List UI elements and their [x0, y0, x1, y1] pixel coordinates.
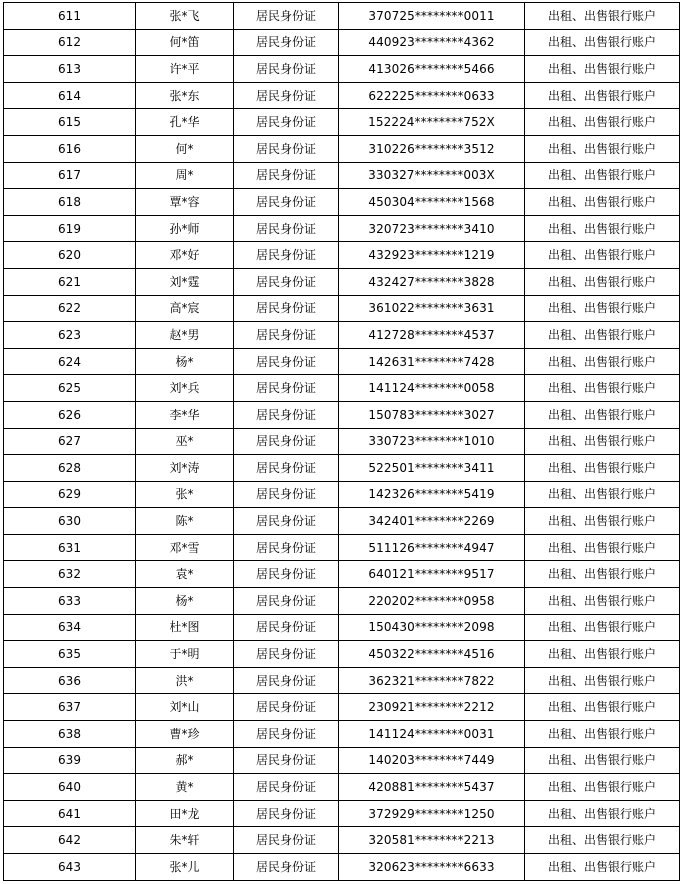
name-cell: 杜*图 [136, 614, 234, 641]
serial-number-cell: 643 [4, 854, 136, 881]
table-row [4, 774, 680, 801]
reason-cell: 出租、出售银行账户 [525, 774, 680, 801]
document-type-cell: 居民身份证 [234, 534, 339, 561]
document-type-cell: 居民身份证 [234, 774, 339, 801]
serial-number-cell: 623 [4, 322, 136, 349]
id-number-cell: 140203********7449 [339, 747, 525, 774]
document-type-cell: 居民身份证 [234, 268, 339, 295]
serial-number-cell: 633 [4, 588, 136, 615]
document-type-cell: 居民身份证 [234, 827, 339, 854]
table-row [4, 189, 680, 216]
id-number-cell: 413026********5466 [339, 56, 525, 83]
reason-cell: 出租、出售银行账户 [525, 854, 680, 881]
table-row [4, 721, 680, 748]
name-cell: 曹*珍 [136, 721, 234, 748]
document-type-cell: 居民身份证 [234, 82, 339, 109]
id-number-cell: 330723********1010 [339, 428, 525, 455]
name-cell: 何*笛 [136, 29, 234, 56]
name-cell: 刘*兵 [136, 375, 234, 402]
id-number-cell: 432923********1219 [339, 242, 525, 269]
name-cell: 杨* [136, 588, 234, 615]
document-type-cell: 居民身份证 [234, 747, 339, 774]
table-row [4, 162, 680, 189]
document-type-cell: 居民身份证 [234, 295, 339, 322]
table-row [4, 800, 680, 827]
reason-cell: 出租、出售银行账户 [525, 588, 680, 615]
table-row [4, 135, 680, 162]
name-cell: 何* [136, 135, 234, 162]
id-number-cell: 310226********3512 [339, 135, 525, 162]
table-row [4, 56, 680, 83]
document-type-cell: 居民身份证 [234, 428, 339, 455]
serial-number-cell: 622 [4, 295, 136, 322]
table-row [4, 667, 680, 694]
name-cell: 邓*好 [136, 242, 234, 269]
name-cell: 田*龙 [136, 800, 234, 827]
name-cell: 郝* [136, 747, 234, 774]
serial-number-cell: 612 [4, 29, 136, 56]
reason-cell: 出租、出售银行账户 [525, 614, 680, 641]
id-number-cell: 150430********2098 [339, 614, 525, 641]
document-type-cell: 居民身份证 [234, 3, 339, 30]
serial-number-cell: 615 [4, 109, 136, 136]
document-type-cell: 居民身份证 [234, 29, 339, 56]
table-row [4, 641, 680, 668]
id-number-cell: 370725********0011 [339, 3, 525, 30]
table-row [4, 428, 680, 455]
name-cell: 高*宸 [136, 295, 234, 322]
id-number-cell: 142326********5419 [339, 481, 525, 508]
document-type-cell: 居民身份证 [234, 109, 339, 136]
table-row [4, 109, 680, 136]
reason-cell: 出租、出售银行账户 [525, 29, 680, 56]
reason-cell: 出租、出售银行账户 [525, 375, 680, 402]
table-row [4, 534, 680, 561]
id-number-cell: 372929********1250 [339, 800, 525, 827]
table-row [4, 268, 680, 295]
document-type-cell: 居民身份证 [234, 508, 339, 535]
reason-cell: 出租、出售银行账户 [525, 215, 680, 242]
serial-number-cell: 641 [4, 800, 136, 827]
serial-number-cell: 618 [4, 189, 136, 216]
serial-number-cell: 637 [4, 694, 136, 721]
id-number-cell: 320623********6633 [339, 854, 525, 881]
name-cell: 赵*男 [136, 322, 234, 349]
name-cell: 孙*师 [136, 215, 234, 242]
reason-cell: 出租、出售银行账户 [525, 827, 680, 854]
id-number-cell: 450322********4516 [339, 641, 525, 668]
name-cell: 张*儿 [136, 854, 234, 881]
id-number-cell: 522501********3411 [339, 455, 525, 482]
reason-cell: 出租、出售银行账户 [525, 747, 680, 774]
name-cell: 覃*容 [136, 189, 234, 216]
document-type-cell: 居民身份证 [234, 189, 339, 216]
document-type-cell: 居民身份证 [234, 641, 339, 668]
serial-number-cell: 629 [4, 481, 136, 508]
name-cell: 张* [136, 481, 234, 508]
reason-cell: 出租、出售银行账户 [525, 508, 680, 535]
table-row [4, 561, 680, 588]
document-type-cell: 居民身份证 [234, 694, 339, 721]
table-row [4, 827, 680, 854]
name-cell: 刘*涛 [136, 455, 234, 482]
reason-cell: 出租、出售银行账户 [525, 56, 680, 83]
document-type-cell: 居民身份证 [234, 375, 339, 402]
serial-number-cell: 611 [4, 3, 136, 30]
name-cell: 巫* [136, 428, 234, 455]
document-type-cell: 居民身份证 [234, 588, 339, 615]
document-type-cell: 居民身份证 [234, 162, 339, 189]
reason-cell: 出租、出售银行账户 [525, 455, 680, 482]
table-row [4, 508, 680, 535]
serial-number-cell: 640 [4, 774, 136, 801]
reason-cell: 出租、出售银行账户 [525, 268, 680, 295]
name-cell: 张*东 [136, 82, 234, 109]
id-number-cell: 412728********4537 [339, 322, 525, 349]
table-row [4, 375, 680, 402]
serial-number-cell: 635 [4, 641, 136, 668]
table-row [4, 29, 680, 56]
id-number-cell: 450304********1568 [339, 189, 525, 216]
serial-number-cell: 621 [4, 268, 136, 295]
serial-number-cell: 614 [4, 82, 136, 109]
records-table-body [4, 3, 680, 881]
reason-cell: 出租、出售银行账户 [525, 322, 680, 349]
name-cell: 刘*霆 [136, 268, 234, 295]
serial-number-cell: 617 [4, 162, 136, 189]
records-table [3, 2, 680, 881]
reason-cell: 出租、出售银行账户 [525, 295, 680, 322]
document-type-cell: 居民身份证 [234, 561, 339, 588]
document-type-cell: 居民身份证 [234, 242, 339, 269]
serial-number-cell: 625 [4, 375, 136, 402]
name-cell: 孔*华 [136, 109, 234, 136]
document-type-cell: 居民身份证 [234, 854, 339, 881]
serial-number-cell: 619 [4, 215, 136, 242]
table-row [4, 694, 680, 721]
id-number-cell: 220202********0958 [339, 588, 525, 615]
name-cell: 邓*雪 [136, 534, 234, 561]
id-number-cell: 152224********752X [339, 109, 525, 136]
serial-number-cell: 620 [4, 242, 136, 269]
serial-number-cell: 632 [4, 561, 136, 588]
reason-cell: 出租、出售银行账户 [525, 162, 680, 189]
document-type-cell: 居民身份证 [234, 667, 339, 694]
document-type-cell: 居民身份证 [234, 135, 339, 162]
id-number-cell: 362321********7822 [339, 667, 525, 694]
reason-cell: 出租、出售银行账户 [525, 721, 680, 748]
reason-cell: 出租、出售银行账户 [525, 3, 680, 30]
id-number-cell: 142631********7428 [339, 348, 525, 375]
id-number-cell: 361022********3631 [339, 295, 525, 322]
serial-number-cell: 626 [4, 401, 136, 428]
id-number-cell: 622225********0633 [339, 82, 525, 109]
table-row [4, 455, 680, 482]
serial-number-cell: 642 [4, 827, 136, 854]
reason-cell: 出租、出售银行账户 [525, 135, 680, 162]
table-row [4, 348, 680, 375]
name-cell: 张*飞 [136, 3, 234, 30]
document-type-cell: 居民身份证 [234, 721, 339, 748]
table-row [4, 295, 680, 322]
reason-cell: 出租、出售银行账户 [525, 641, 680, 668]
table-row [4, 82, 680, 109]
serial-number-cell: 616 [4, 135, 136, 162]
reason-cell: 出租、出售银行账户 [525, 82, 680, 109]
document-type-cell: 居民身份证 [234, 481, 339, 508]
document-type-cell: 居民身份证 [234, 614, 339, 641]
document-type-cell: 居民身份证 [234, 348, 339, 375]
name-cell: 袁* [136, 561, 234, 588]
table-row [4, 322, 680, 349]
id-number-cell: 342401********2269 [339, 508, 525, 535]
name-cell: 洪* [136, 667, 234, 694]
serial-number-cell: 630 [4, 508, 136, 535]
table-row [4, 242, 680, 269]
table-row [4, 747, 680, 774]
table-row [4, 215, 680, 242]
serial-number-cell: 634 [4, 614, 136, 641]
id-number-cell: 230921********2212 [339, 694, 525, 721]
reason-cell: 出租、出售银行账户 [525, 800, 680, 827]
reason-cell: 出租、出售银行账户 [525, 109, 680, 136]
reason-cell: 出租、出售银行账户 [525, 534, 680, 561]
reason-cell: 出租、出售银行账户 [525, 694, 680, 721]
name-cell: 于*明 [136, 641, 234, 668]
table-row [4, 3, 680, 30]
reason-cell: 出租、出售银行账户 [525, 667, 680, 694]
serial-number-cell: 636 [4, 667, 136, 694]
name-cell: 黄* [136, 774, 234, 801]
reason-cell: 出租、出售银行账户 [525, 428, 680, 455]
reason-cell: 出租、出售银行账户 [525, 401, 680, 428]
id-number-cell: 141124********0058 [339, 375, 525, 402]
table-row [4, 614, 680, 641]
reason-cell: 出租、出售银行账户 [525, 348, 680, 375]
serial-number-cell: 624 [4, 348, 136, 375]
reason-cell: 出租、出售银行账户 [525, 242, 680, 269]
id-number-cell: 320581********2213 [339, 827, 525, 854]
id-number-cell: 440923********4362 [339, 29, 525, 56]
reason-cell: 出租、出售银行账户 [525, 561, 680, 588]
serial-number-cell: 631 [4, 534, 136, 561]
id-number-cell: 640121********9517 [339, 561, 525, 588]
id-number-cell: 511126********4947 [339, 534, 525, 561]
document-type-cell: 居民身份证 [234, 215, 339, 242]
name-cell: 朱*轩 [136, 827, 234, 854]
serial-number-cell: 627 [4, 428, 136, 455]
name-cell: 刘*山 [136, 694, 234, 721]
reason-cell: 出租、出售银行账户 [525, 189, 680, 216]
name-cell: 许*平 [136, 56, 234, 83]
id-number-cell: 432427********3828 [339, 268, 525, 295]
document-type-cell: 居民身份证 [234, 56, 339, 83]
table-row [4, 588, 680, 615]
id-number-cell: 150783********3027 [339, 401, 525, 428]
document-type-cell: 居民身份证 [234, 800, 339, 827]
document-type-cell: 居民身份证 [234, 322, 339, 349]
name-cell: 杨* [136, 348, 234, 375]
serial-number-cell: 638 [4, 721, 136, 748]
serial-number-cell: 613 [4, 56, 136, 83]
id-number-cell: 420881********5437 [339, 774, 525, 801]
serial-number-cell: 628 [4, 455, 136, 482]
name-cell: 陈* [136, 508, 234, 535]
reason-cell: 出租、出售银行账户 [525, 481, 680, 508]
name-cell: 周* [136, 162, 234, 189]
table-row [4, 401, 680, 428]
name-cell: 李*华 [136, 401, 234, 428]
id-number-cell: 141124********0031 [339, 721, 525, 748]
id-number-cell: 330327********003X [339, 162, 525, 189]
document-type-cell: 居民身份证 [234, 455, 339, 482]
document-type-cell: 居民身份证 [234, 401, 339, 428]
table-row [4, 854, 680, 881]
serial-number-cell: 639 [4, 747, 136, 774]
table-row [4, 481, 680, 508]
id-number-cell: 320723********3410 [339, 215, 525, 242]
